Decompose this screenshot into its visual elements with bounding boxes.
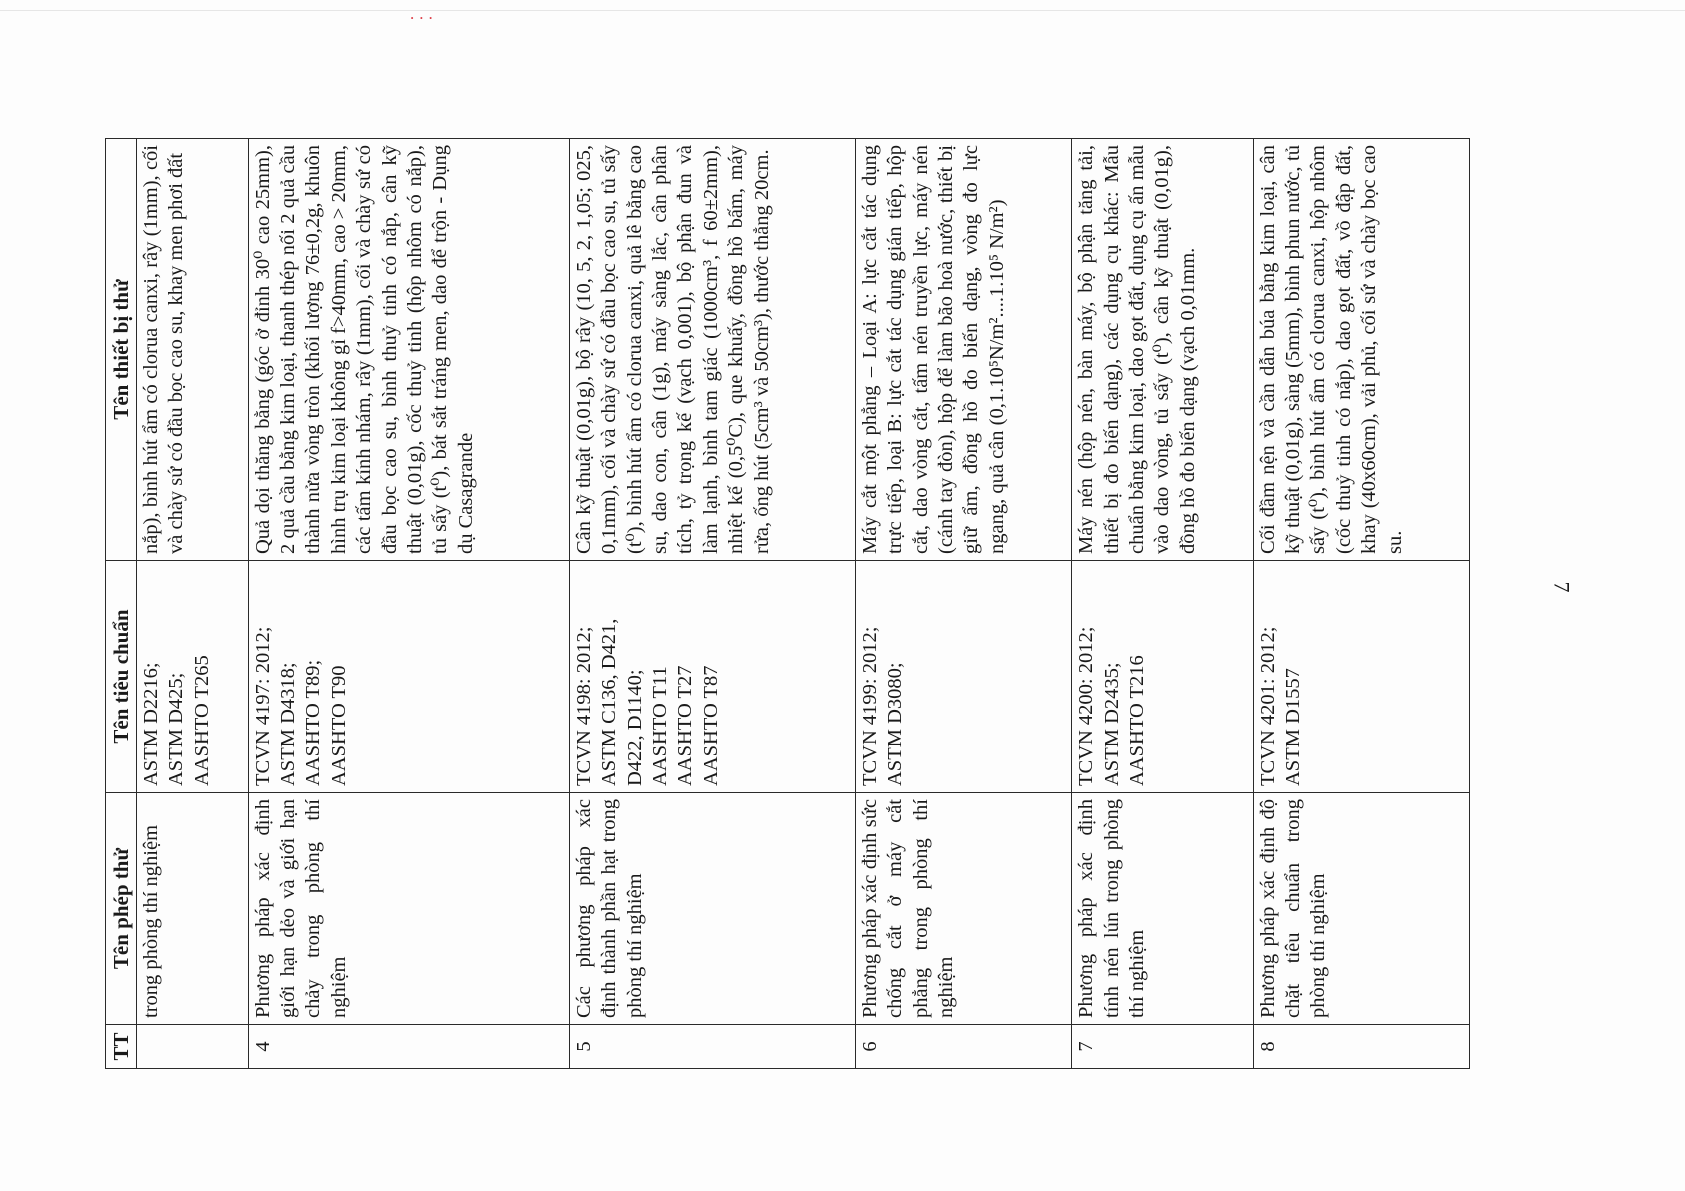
scan-artifact-line (0, 10, 1685, 11)
test-name: Phương pháp xác định giới hạn dẻo và giới hạn chảy trong phòng thí nghiệm (248, 793, 569, 1025)
row-number: 6 (855, 1025, 1071, 1069)
standard-item: D422, D1140; (623, 669, 646, 786)
equipment-description: Máy nén (hộp nén, bàn máy, bộ phận tăng tải, thiết bị đo biến dạng), các dụng cụ khác: Mẫu chuẩn bằng kim loại, dao gọt đất, dụng cụ ấn mẫu vào dao vòng, tủ sấy (t⁰), cân kỹ thuật (0,01g), đồng hồ đo biến dạng (vạch 0,01mm. (1072, 139, 1253, 561)
standard-item: AASHTO T265 (190, 655, 213, 786)
table-row (569, 139, 855, 1069)
row-number: 7 (1072, 1025, 1253, 1069)
test-standards-table (105, 138, 1470, 1069)
row-number: 4 (248, 1025, 569, 1069)
table-header-row (106, 139, 137, 1069)
standards-list (248, 561, 569, 793)
header-standard-name: Tên tiêu chuẩn (106, 561, 137, 793)
table-row (855, 139, 1071, 1069)
standard-item: TCVN 4199: 2012; (858, 626, 881, 786)
table-row (1253, 139, 1469, 1069)
standards-list (1253, 561, 1469, 793)
equipment-description: Quả dọi thăng bằng (góc ở đỉnh 30⁰ cao 25mm), 2 quả cầu bằng kim loại, thanh thép nối 2 quả cầu thành nửa vòng tròn (khối lượng 76±0,2g, khuôn hình trụ kim loại không gỉ f>40mm, cao > 20mm, các tấm kính nhám, rây (1mm), cối và chày sứ có đầu bọc cao su, bình thuỷ tinh có nắp, cân kỹ thuật (0,01g), cốc thuỷ tinh (hộp nhôm có nắp), tủ sấy (t⁰), bát sắt tráng men, dao để trộn - Dụng dụ Casagrande (248, 139, 569, 561)
standard-item: ASTM D4318; (277, 662, 300, 786)
standard-item: AASHTO T87 (699, 665, 722, 786)
red-stamp-mark: ... (410, 4, 438, 23)
standard-item: ASTM D1557 (1282, 668, 1305, 786)
page-number: 7 (1549, 581, 1575, 593)
standard-item: AASHTO T11 (648, 666, 671, 786)
standard-item: ASTM D2435; (1100, 662, 1123, 786)
header-equipment-name: Tên thiết bị thử (106, 139, 137, 561)
row-number: 8 (1253, 1025, 1469, 1069)
standard-item: AASHTO T27 (674, 665, 697, 786)
standards-list (569, 561, 855, 793)
header-test-name: Tên phép thử (106, 793, 137, 1025)
standard-item: TCVN 4198: 2012; (572, 626, 595, 786)
equipment-description: nắp), bình hút ẩm có clorua canxi, rây (1mm), cối và chày sứ có đầu bọc cao su, khay men phơi đất (137, 139, 249, 561)
test-name: Phương pháp xác định tính nén lún trong phòng thí nghiệm (1072, 793, 1253, 1025)
standard-item: ASTM D2216; (140, 662, 163, 786)
standards-list (855, 561, 1071, 793)
test-name: Phương pháp xác định sức chống cắt ở máy cắt phẳng trong phòng thí nghiệm (855, 793, 1071, 1025)
standard-item: ASTM C136, D421, (598, 618, 621, 786)
equipment-description: Cân kỹ thuật (0,01g), bộ rây (10, 5, 2, 1,05; 025, 0,1mm), cối và chày sứ có đầu bọc cao su, tủ sấy (t⁰), bình hút ẩm có clorua canxi, quả lê bằng cao su, dao con, cân (1g), máy sàng lắc, cân phân tích, tỷ trọng kế (vạch 0,001), bộ phận đun và làm lạnh, bình tam giác (1000cm³, f 60±2mm), nhiệt kế (0,5⁰C), que khuấy, đồng hồ bấm, máy rửa, ống hút (5cm³ và 50cm³), thước thẳng 20cm. (569, 139, 855, 561)
standard-item: AASHTO T89; (302, 659, 325, 786)
standard-item: TCVN 4200: 2012; (1075, 626, 1098, 786)
equipment-description: Máy cắt một phẳng – Loại A: lực cắt tác dụng trực tiếp, loại B: lực cắt tác dụng gián tiếp, hộp cắt, dao vòng cắt, tấm nén truyền lực, máy nén (cánh tay đòn), hộp để làm bão hoà nước, thiết bị giữ ẩm, đồng hồ đo biến dạng, vòng đo lực ngang, quả cân (0,1.10⁵N/m²....1.10⁵ N/m²) (855, 139, 1071, 561)
row-number (137, 1025, 249, 1069)
table-row (1072, 139, 1253, 1069)
standard-item: TCVN 4201: 2012; (1256, 626, 1279, 786)
header-tt: TT (106, 1025, 137, 1069)
standard-item: ASTM D3080; (884, 662, 907, 786)
standards-list (1072, 561, 1253, 793)
equipment-description: Cối đầm nện và cần dẫn búa bằng kim loại, cân kỹ thuật (0,01g), sàng (5mm), bình phun nước, tủ sấy (t⁰), bình hút ẩm có clorua canxi, hộp nhôm (cốc thuỷ tinh có nắp), dao gọt đất, vồ đập đất, khay (40x60cm), vải phủ, cối sứ và chày bọc cao su. (1253, 139, 1469, 561)
table-row (137, 139, 249, 1069)
standard-item: ASTM D425; (165, 672, 188, 786)
table-row (248, 139, 569, 1069)
standard-item: AASHTO T216 (1126, 655, 1148, 786)
standard-item: TCVN 4197: 2012; (251, 626, 274, 786)
test-name: Phương pháp xác định độ chặt tiêu chuẩn trong phòng thí nghiệm (1253, 793, 1469, 1025)
standard-item: AASHTO T90 (327, 665, 350, 786)
standards-list (137, 561, 249, 793)
row-number: 5 (569, 1025, 855, 1069)
test-name: trong phòng thí nghiệm (137, 793, 249, 1025)
rotated-page-content (105, 139, 1470, 1069)
test-name: Các phương pháp xác định thành phần hạt trong phòng thí nghiệm (569, 793, 855, 1025)
